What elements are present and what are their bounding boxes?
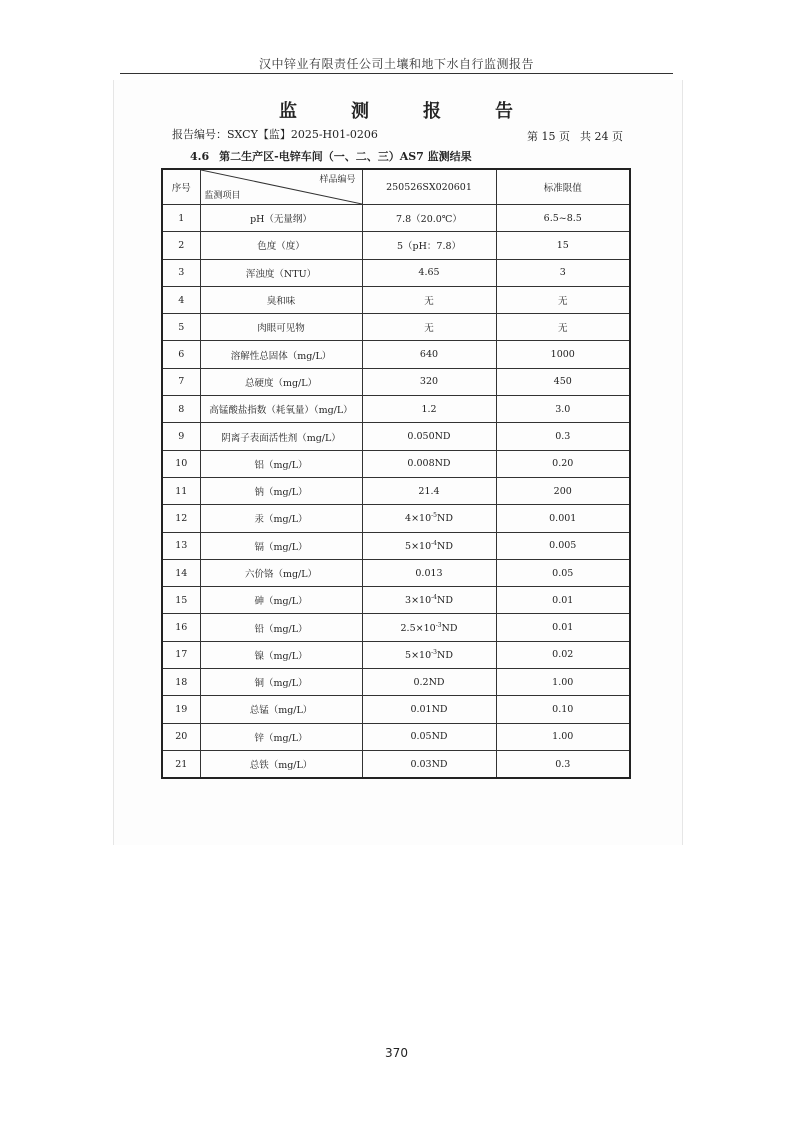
- value-base: 4×10: [405, 513, 432, 525]
- value-suffix: ND: [437, 649, 453, 661]
- row-number: 17: [162, 641, 200, 668]
- row-value: [362, 587, 496, 614]
- results-table: [161, 168, 631, 779]
- row-number: 3: [162, 259, 200, 286]
- row-value: 5（pH：7.8）: [362, 232, 496, 259]
- header-sample-id: 250526SX020601: [362, 169, 496, 205]
- row-value: 0.013: [362, 559, 496, 586]
- row-limit: 3: [496, 259, 630, 286]
- section-title: [190, 148, 472, 164]
- table-row: [162, 205, 630, 232]
- value-suffix: ND: [437, 513, 453, 525]
- row-value: 0.050ND: [362, 423, 496, 450]
- row-item: 砷（mg/L）: [200, 587, 362, 614]
- page-info: [527, 128, 623, 144]
- row-number: 21: [162, 750, 200, 778]
- table-row: [162, 286, 630, 313]
- table-row: [162, 505, 630, 532]
- table-row: [162, 450, 630, 477]
- row-limit: 3.0: [496, 396, 630, 423]
- row-number: 2: [162, 232, 200, 259]
- value-exponent: -4: [431, 594, 437, 602]
- row-value: 21.4: [362, 477, 496, 504]
- row-value: 1.2: [362, 396, 496, 423]
- header-diagonal-cell: [200, 169, 362, 205]
- row-limit: 0.10: [496, 696, 630, 723]
- row-limit: 0.001: [496, 505, 630, 532]
- row-value: 无: [362, 286, 496, 313]
- row-limit: 无: [496, 286, 630, 313]
- title-char: 告: [495, 101, 515, 122]
- table-row: [162, 559, 630, 586]
- header-no: 序号: [162, 169, 200, 205]
- row-limit: 1.00: [496, 669, 630, 696]
- row-item: 总铁（mg/L）: [200, 750, 362, 778]
- row-value: [362, 641, 496, 668]
- row-number: 15: [162, 587, 200, 614]
- table-row: [162, 477, 630, 504]
- row-limit: 0.20: [496, 450, 630, 477]
- row-limit: 450: [496, 368, 630, 395]
- table-row: [162, 750, 630, 778]
- row-item: 镍（mg/L）: [200, 641, 362, 668]
- section-title-text: 第二生产区-电锌车间（一、二、三）AS7 监测结果: [219, 150, 472, 163]
- row-item: 阴离子表面活性剂（mg/L）: [200, 423, 362, 450]
- row-item: 汞（mg/L）: [200, 505, 362, 532]
- row-number: 8: [162, 396, 200, 423]
- value-exponent: -3: [435, 621, 442, 629]
- table-row: [162, 341, 630, 368]
- value-suffix: ND: [437, 540, 453, 552]
- row-value: 640: [362, 341, 496, 368]
- table-row: [162, 669, 630, 696]
- row-item: 溶解性总固体（mg/L）: [200, 341, 362, 368]
- row-item: 臭和味: [200, 286, 362, 313]
- row-number: 20: [162, 723, 200, 750]
- row-limit: 0.3: [496, 750, 630, 778]
- row-value: [362, 505, 496, 532]
- table-row: [162, 696, 630, 723]
- row-limit: 0.005: [496, 532, 630, 559]
- table-row: [162, 532, 630, 559]
- value-exponent: -5: [431, 512, 437, 520]
- row-limit: 无: [496, 314, 630, 341]
- row-number: 12: [162, 505, 200, 532]
- row-value: 0.008ND: [362, 450, 496, 477]
- row-value: 0.03ND: [362, 750, 496, 778]
- value-suffix: ND: [437, 595, 453, 607]
- row-item: 铅（mg/L）: [200, 614, 362, 641]
- value-suffix: ND: [441, 622, 458, 634]
- table-header-row: [162, 169, 630, 205]
- row-limit: 0.01: [496, 587, 630, 614]
- header-rule: [120, 73, 673, 74]
- row-item: pH（无量纲）: [200, 205, 362, 232]
- row-number: 6: [162, 341, 200, 368]
- row-value: 0.2ND: [362, 669, 496, 696]
- report-number: 报告编号：SXCY【监】2025-H01-0206: [172, 128, 378, 141]
- row-number: 11: [162, 477, 200, 504]
- row-item: 镉（mg/L）: [200, 532, 362, 559]
- title-char: 报: [423, 101, 443, 122]
- table-row: [162, 587, 630, 614]
- title-char: 监: [279, 101, 299, 122]
- title-char: 测: [351, 101, 371, 122]
- value-base: 2.5×10: [400, 622, 436, 634]
- table-row: [162, 614, 630, 641]
- row-number: 14: [162, 559, 200, 586]
- page-total: 共 24 页: [580, 130, 623, 143]
- table-row: [162, 423, 630, 450]
- row-item: 六价铬（mg/L）: [200, 559, 362, 586]
- row-number: 13: [162, 532, 200, 559]
- page-number: 370: [385, 1046, 408, 1060]
- row-item: 肉眼可见物: [200, 314, 362, 341]
- row-limit: 0.3: [496, 423, 630, 450]
- table-row: [162, 396, 630, 423]
- value-base: 5×10: [405, 540, 432, 552]
- row-limit: 1.00: [496, 723, 630, 750]
- table-row: [162, 723, 630, 750]
- value-base: 3×10: [405, 595, 432, 607]
- value-exponent: -4: [431, 539, 437, 547]
- row-number: 7: [162, 368, 200, 395]
- document-title: [113, 97, 681, 123]
- row-value: 320: [362, 368, 496, 395]
- row-item: 锌（mg/L）: [200, 723, 362, 750]
- row-value: 无: [362, 314, 496, 341]
- page-current: 第 15 页: [527, 130, 570, 143]
- row-item: 总硬度（mg/L）: [200, 368, 362, 395]
- table-row: [162, 259, 630, 286]
- header-item-label: 监测项目: [204, 191, 241, 201]
- table-row: [162, 368, 630, 395]
- value-exponent: -3: [431, 648, 437, 656]
- table-row: [162, 232, 630, 259]
- table-row: [162, 641, 630, 668]
- row-item: 浑浊度（NTU）: [200, 259, 362, 286]
- header-limit: 标准限值: [496, 169, 630, 205]
- value-base: 5×10: [405, 649, 432, 661]
- row-number: 19: [162, 696, 200, 723]
- row-limit: 200: [496, 477, 630, 504]
- row-limit: 1000: [496, 341, 630, 368]
- row-number: 1: [162, 205, 200, 232]
- section-number: 4.6: [190, 150, 210, 163]
- running-header: 汉中锌业有限责任公司土壤和地下水自行监测报告: [258, 57, 534, 71]
- header-sample-id-label: 样品编号: [319, 175, 356, 185]
- row-value: 4.65: [362, 259, 496, 286]
- row-item: 铝（mg/L）: [200, 450, 362, 477]
- row-item: 铜（mg/L）: [200, 669, 362, 696]
- row-number: 5: [162, 314, 200, 341]
- row-item: 高锰酸盐指数（耗氧量）（mg/L）: [200, 396, 362, 423]
- row-limit: 0.05: [496, 559, 630, 586]
- row-number: 16: [162, 614, 200, 641]
- row-item: 色度（度）: [200, 232, 362, 259]
- row-limit: 15: [496, 232, 630, 259]
- row-value: [362, 532, 496, 559]
- row-item: 总锰（mg/L）: [200, 696, 362, 723]
- row-value: 7.8（20.0℃）: [362, 205, 496, 232]
- row-number: 9: [162, 423, 200, 450]
- row-limit: 0.02: [496, 641, 630, 668]
- row-item: 钠（mg/L）: [200, 477, 362, 504]
- row-number: 10: [162, 450, 200, 477]
- row-limit: 6.5~8.5: [496, 205, 630, 232]
- table-row: [162, 314, 630, 341]
- row-value: [362, 614, 496, 641]
- row-limit: 0.01: [496, 614, 630, 641]
- row-number: 18: [162, 669, 200, 696]
- row-value: 0.05ND: [362, 723, 496, 750]
- row-number: 4: [162, 286, 200, 313]
- row-value: 0.01ND: [362, 696, 496, 723]
